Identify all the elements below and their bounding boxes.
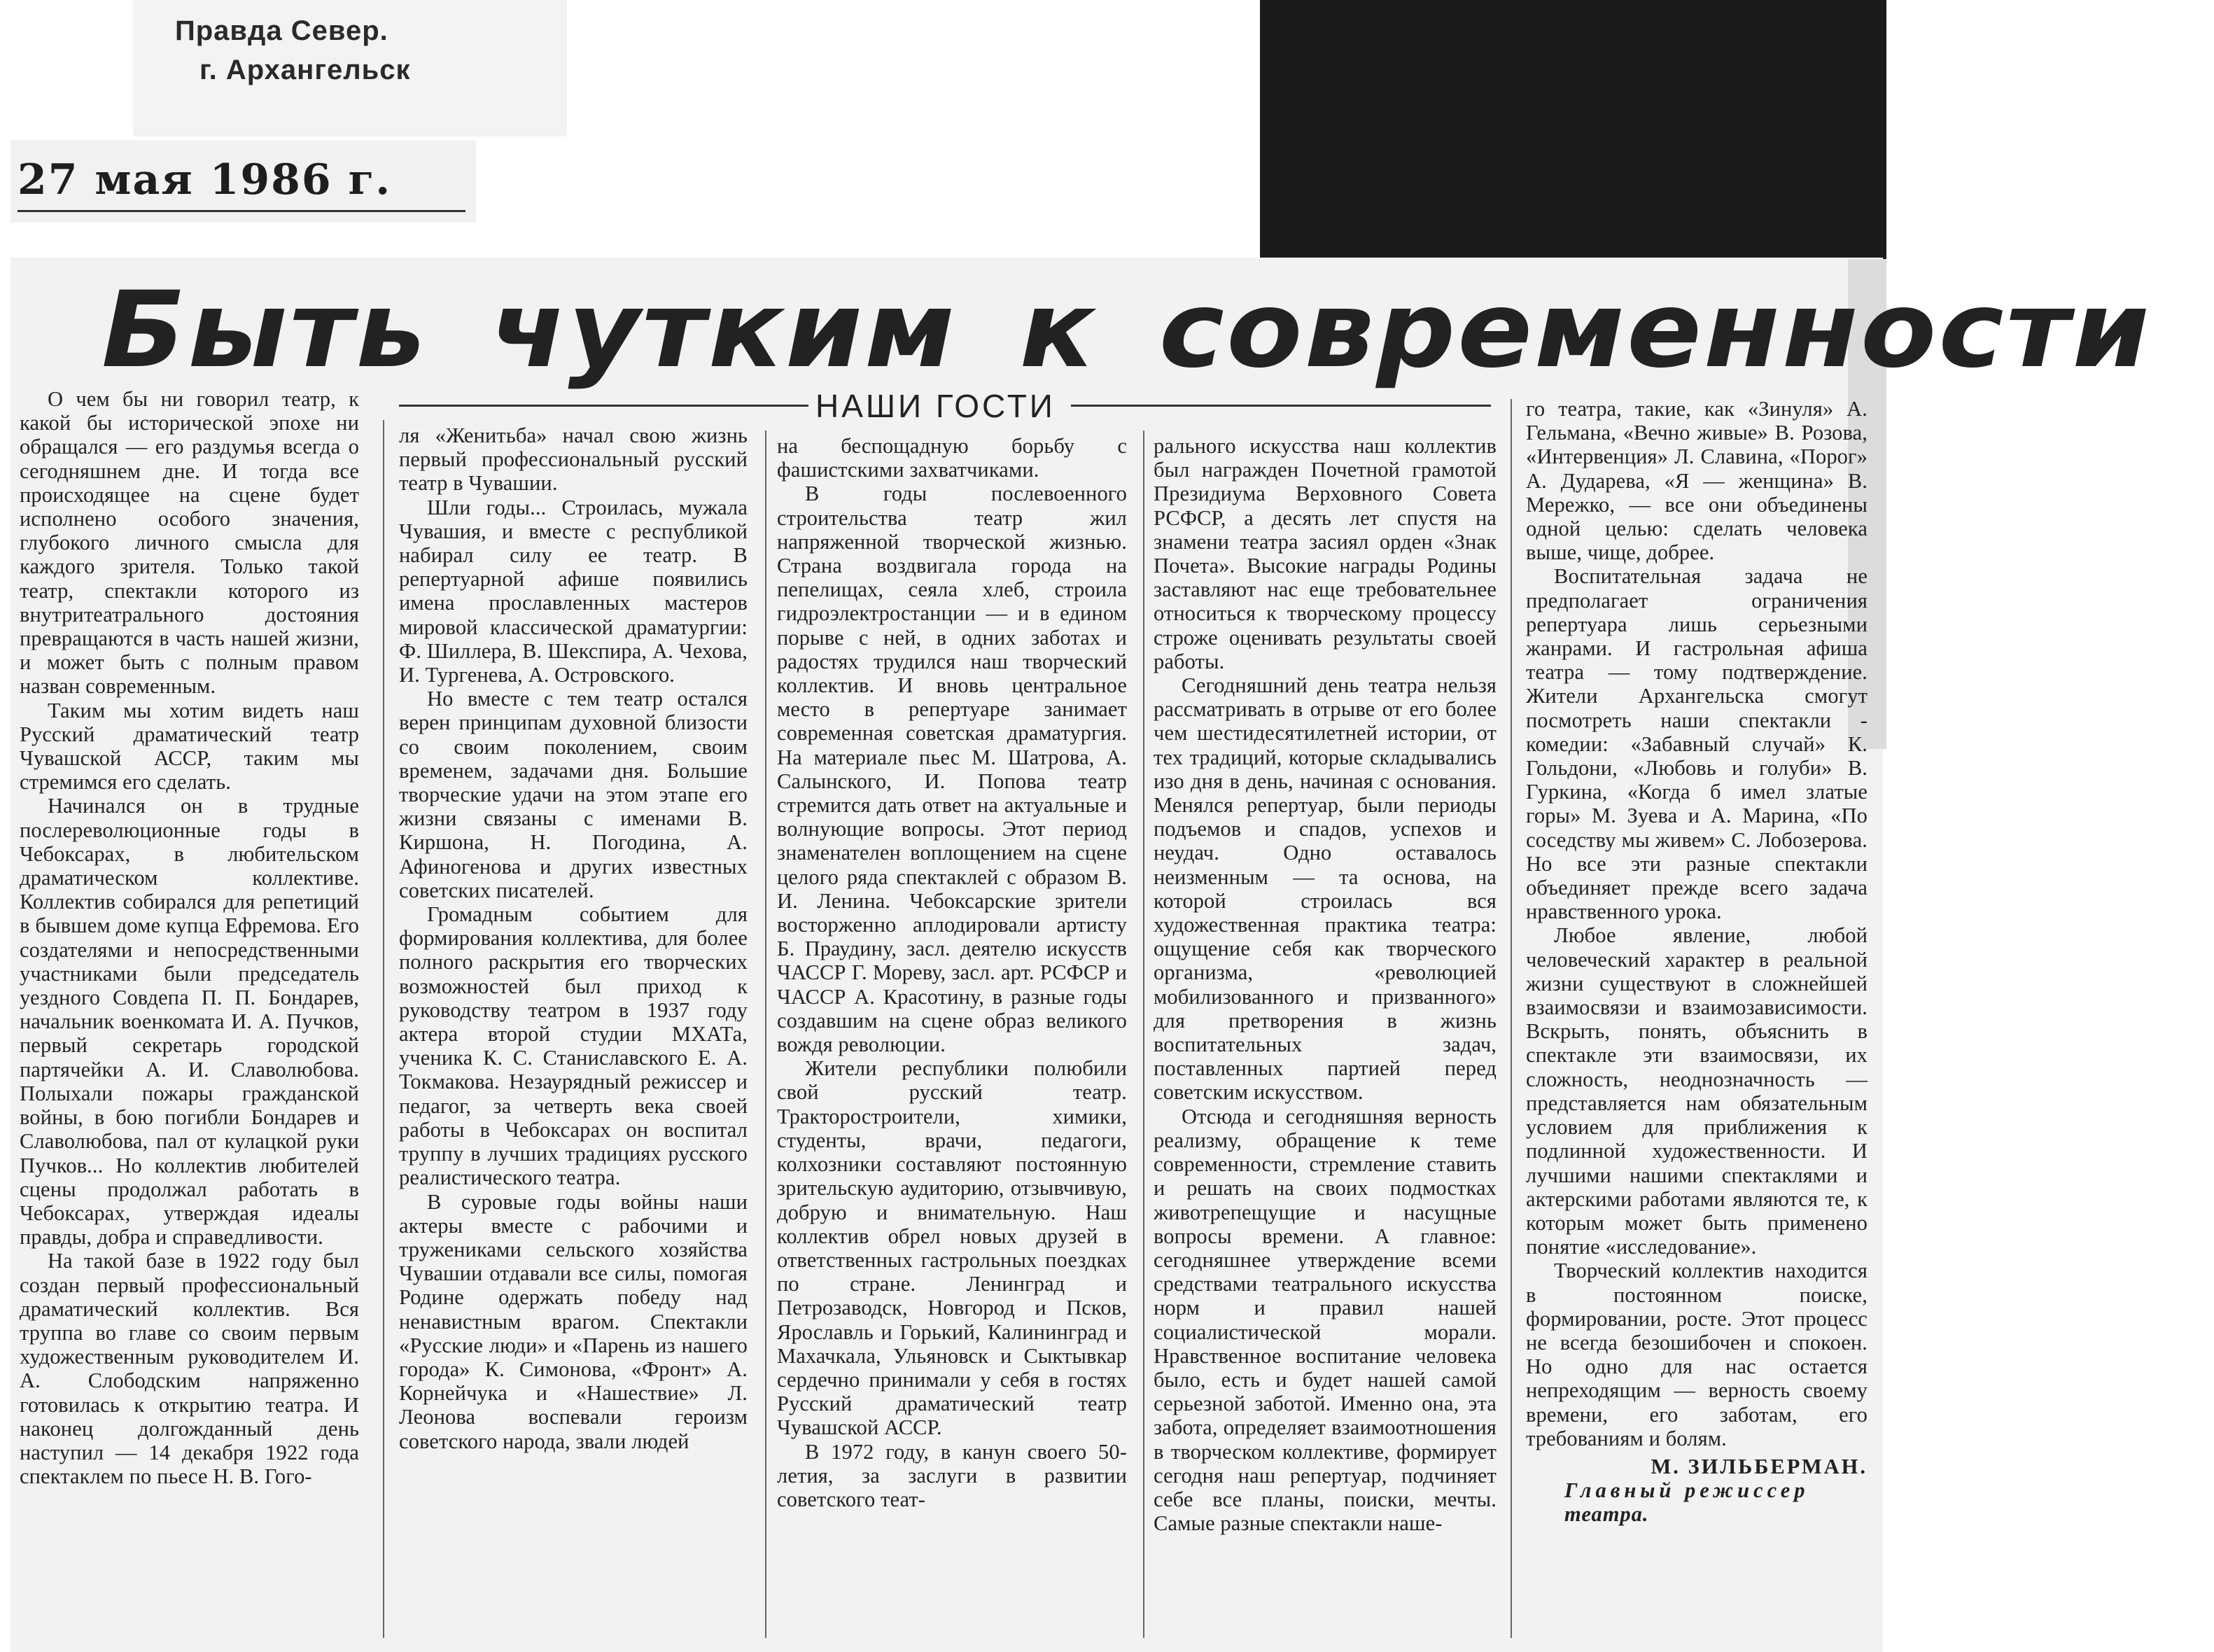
rubric-rule-left	[399, 405, 808, 407]
newspaper-name: Правда Север.	[175, 15, 388, 46]
rubric-label: НАШИ ГОСТИ	[815, 388, 1056, 424]
scanner-background	[1260, 0, 1886, 262]
paragraph: В суровые годы войны наши актеры вместе с рабочими и тружениками сельского хозяйства Чувашии отдавали все силы, помогая Родине одержать победу над ненавистным врагом. Спектакли «Русские люди» и «Парень из нашего города» К. Симонова, «Фронт» А. Корнейчука и «Нашествие» Л. Леонова воспевали героизм советского народа, звали людей	[399, 1189, 748, 1453]
column-divider	[1143, 430, 1144, 1638]
date-clipping	[10, 140, 476, 223]
paragraph: На такой базе в 1922 году был создан первый профессиональный драматический коллектив. Вся труппа во главе со своим первым художественным руководителем И. А. Слободским напряженно готовилась к открытию театра. И наконец долгожданный день наступил — 14 декабря 1922 года спектаклем по пьесе Н. В. Гого-	[20, 1249, 359, 1489]
article-column-4	[1154, 434, 1497, 1648]
paragraph: рального искусства наш коллектив был награжден Почетной грамотой Президиума Верховного Совета РСФСР, а десять лет спустя на знамени театра засиял орден «Знак Почета». Высокие награды Родины заставляют нас еще требовательнее относиться к творческому процессу строже оценивать результаты своей работы.	[1154, 434, 1497, 673]
paragraph: Жители республики полюбили свой русский театр. Тракторостроители, химики, студенты, врачи, педагоги, колхозники составляют постоянную зрительскую аудиторию, отзывчивую, добрую и внимательную. Наш коллектив обрел новых друзей в ответственных гастрольных поездках по стране. Ленинград и Петрозаводск, Новгород и Псков, Ярославль и Горький, Калининград и Махачкала, Ульяновск и Сыктывкар сердечно принимали у себя в гостях Русский драматический театр Чувашской АССР.	[777, 1056, 1127, 1440]
headline-word: чутким	[490, 270, 958, 391]
author-title: Главный режиссер	[1564, 1478, 1809, 1503]
paragraph: го театра, такие, как «Зинуля» А. Гельмана, «Вечно живые» В. Розова, «Интервенция» Л. Славина, «Порог» А. Дударева, «Я — женщина» В. Мережко, — все они объединены одной целью: сделать человека выше, чище, добрее.	[1526, 397, 1868, 565]
paragraph: Начинался он в трудные послереволюционные годы в Чебоксарах, в любительском драматическом коллективе. Коллектив собирался для репетиций в бывшем доме купца Ефремова. Его создателями и непосредственными участниками были председатель уездного Совдепа П. П. Бондарев, начальник военкомата И. А. Пучков, первый секретарь городской партячейки А. И. Славолюбова. Полыхали пожары гражданской войны, в бою погибли Бондарев и Славолюбова, пал от кулацкой руки Пучков... Но коллектив любителей сцены продолжал работать в Чебоксарах, утверждая идеалы правды, добра и справедливости.	[20, 794, 359, 1250]
article-headline	[101, 270, 2152, 391]
date-underline	[17, 210, 465, 212]
paragraph: Шли годы... Строилась, мужала Чувашия, и вместе с республикой набирал силу ее театр. В репертуарной афише появились имена прославленных мастеров мировой классической драматургии: Ф. Шиллера, В. Шекспира, А. Чехова, И. Тургенева, А. Островского.	[399, 495, 748, 687]
headline-word: современности	[1158, 270, 2152, 391]
paragraph: Таким мы хотим видеть наш Русский драматический театр Чувашской АССР, таким мы стремимся его сделать.	[20, 698, 359, 794]
author-name: М. ЗИЛЬБЕРМАН.	[1651, 1454, 1868, 1478]
paragraph: Воспитательная задача не предполагает ограничения репертуара лишь серьезными жанрами. И гастрольная афиша театра — тому подтверждение. Жители Архангельска смогут посмотреть наши спектакли - комедии: «Забавный случай» К. Гольдони, «Любовь и голуби» В. Гуркина, «Когда б имел златые горы» М. Зуева и А. Марина, «По соседству мы живем» С. Лобозерова. Но все эти разные спектакли объединяет прежде всего задача нравственного урока.	[1526, 564, 1868, 924]
column-divider	[1511, 399, 1512, 1638]
paragraph: Отсюда и сегодняшняя верность реализму, обращение к теме современности, стремление ставить и решать на своих подмостках животрепещущие и насущные вопросы времени. А главное: сегодняшнее утверждение всеми средствами театрального искусства норм и правил нашей социалистической морали. Нравственное воспитание человека было, есть и будет нашей самой серьезной заботой. Именно она, эта забота, определяет взаимоотношения в творческом коллективе, формирует сегодня наш репертуар, подчиняет себе все планы, поиски, мечты. Самые разные спектакли наше-	[1154, 1104, 1497, 1536]
paragraph: Но вместе с тем театр остался верен принципам духовной близости со своим поколением, своим временем, задачами дня. Большие творческие удачи на этом этапе его жизни связаны с именами В. Киршона, Н. Погодина, А. Афиногенова и других известных советских писателей.	[399, 687, 748, 902]
column-divider	[765, 430, 766, 1638]
headline-word: к	[1019, 270, 1097, 391]
paragraph: Громадным событием для формирования коллектива, для более полного раскрытия его творческих возможностей был приход к руководству театром в 1937 году актера второй студии МХАТа, ученика К. С. Станиславского Е. А. Токмакова. Незаурядный режиссер и педагог, за четверть века своей работы в Чебоксарах он воспитал труппу в лучших традициях русского реалистического театра.	[399, 902, 748, 1190]
headline-word: Быть	[101, 270, 428, 391]
paragraph: В годы послевоенного строительства театр жил напряженной творческой жизнью. Страна воздвигала города на пепелищах, сеяла хлеб, строила гидроэлектростанции — и в едином порыве с ней, в одних заботах и радостях трудился наш творческий коллектив. И вновь центральное место в репертуаре занимает современная советская драматургия. На материале пьес М. Шатрова, А. Салынского, И. Попова театр стремится дать ответ на актуальные и волнующие вопросы. Этот период знаменателен воплощением на сцене целого ряда спектаклей с образом В. И. Ленина. Чебоксарские зрители восторженно аплодировали артисту Б. Праудину, засл. деятелю искусств ЧАССР Г. Мореву, засл. арт. РСФСР и ЧАССР А. Красотину, в разные годы создавшим на сцене образ великого вождя революции.	[777, 482, 1127, 1057]
paragraph: Сегодняшний день театра нельзя рассматривать в отрыве от его более чем шестидесятилетней истории, от тех традиций, которые складывались изо дня в день, начиная с основания. Менялся репертуар, были периоды подъемов и спадов, успехов и неудач. Одно оставалось неизменным — та основа, на которой строилась вся художественная практика театра: ощущение себя как творческого организма, «революцией мобилизованного и призванного» для претворения в жизнь воспитательных задач, поставленных партией перед советским искусством.	[1154, 673, 1497, 1105]
article-column-3	[777, 434, 1127, 1648]
newspaper-stamp	[133, 0, 567, 136]
paragraph: Любое явление, любой человеческий характер в реальной жизни существуют в сложнейшей взаимосвязи и взаимозависимости. Вскрыть, понять, объяснить в спектакле эти взаимосвязи, их сложность, неоднозначность — представляется нам обязательным условием для приближения к подлинной художественности. И лучшими нашими спектаклями и актерскими работами являются те, к которым может быть применено понятие «исследование».	[1526, 923, 1868, 1259]
article-column-5	[1526, 397, 1868, 1650]
paragraph: О чем бы ни говорил театр, к какой бы исторической эпохе ни обращался — его раздумья всегда о сегодняшнем дне. И тогда все происходящее на сцене будет исполнено особого значения, глубокого личного смысла для каждого зрителя. Только такой театр, спектакли которого из внутритеатрального достояния превращаются в часть нашей жизни, и может быть с полным правом назван современным.	[20, 387, 359, 699]
paragraph: В 1972 году, в канун своего 50-летия, за заслуги в развитии советского теат-	[777, 1439, 1127, 1511]
author-title-cont: театра.	[1564, 1502, 1649, 1527]
rubric-rule-right	[1071, 405, 1491, 407]
paragraph: на беспощадную борьбу с фашистскими захватчиками.	[777, 434, 1127, 482]
column-divider	[383, 420, 384, 1638]
paragraph: ля «Женитьба» начал свою жизнь первый профессиональный русский театр в Чувашии.	[399, 424, 748, 496]
article-column-2	[399, 424, 748, 1648]
article-column-1	[20, 387, 359, 1647]
issue-date: 27 мая 1986 г.	[17, 155, 392, 204]
paragraph: Творческий коллектив находится в постоянном поиске, формировании, росте. Этот процесс не всегда безошибочен и спокоен. Но одно для нас остается непреходящим — верность своему времени, его заботам, его требованиям и болям.	[1526, 1259, 1868, 1450]
newspaper-city: г. Архангельск	[199, 55, 411, 85]
